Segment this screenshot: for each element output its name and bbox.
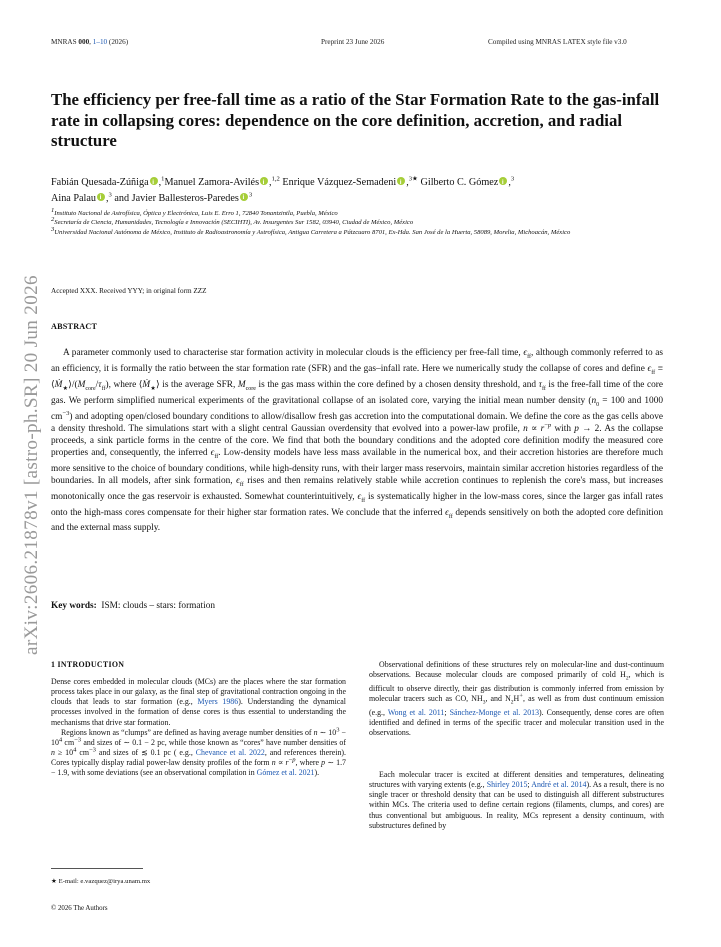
orcid-icon[interactable] (240, 193, 248, 201)
author: Gilberto C. Gómez (420, 177, 499, 188)
author: Manuel Zamora-Avilés (164, 177, 260, 188)
intro-column-left: Dense cores embedded in molecular clouds (MCs) are the places where the star formation process takes place in our galaxy, as the final step of gravitational contraction ongoing in the clouds that leads to star formation (e.g., Myers 1986). Understanding the dynamical processes involved in the formation of dense cores is thus essential to understanding the mechanisms that drive star formation. Regions known as “clumps” are defined as having average number densities of n ∼ $10^3 - 10^4$ $cm^{-3}$ and sizes of ∼ 0.1 − 2 pc, while those known as “cores” have number densities of $n \ge 10^4$ $cm^{-3}$ and sizes of ≲ 0.1 pc ( e.g., Chevance et al. 2022, and references therein). Cores typically display radial power-law density profiles of the form $n \propto r^{-p}$, where p ∼ 1.7 − 1.9, with some deviations (see an observational compilation in Gómez et al. 2021). (51, 677, 346, 778)
orcid-icon[interactable] (499, 177, 507, 185)
intro-column-right-continued: Each molecular tracer is excited at different densities and temperatures, delineating structures with varying extents (e.g., Shirley 2015; André et al. 2014). As a result, there is no single tracer or threshold density that can be used to distinguish all different substructures within MCs. The criteria used to define certain regions (filaments, clumps, and cores) are thus conventional but ambiguous. In reality, MCs represent a density continuum, with substructures defined by (369, 770, 665, 830)
affiliation: $^3$Universidad Nacional Autónoma de México, Instituto de Radioastronomía y Astrofísica, Antigua Carretera a Pátzcuaro 8701, Ex-Hda. San José de la Huerta, 58089, Morelia, Michoacán, México (51, 225, 571, 236)
citation-link[interactable]: Chevance et al. 2022 (195, 748, 265, 758)
intro-column-right: Observational definitions of these structures rely on molecular-line and dust-continuum observations. Because molecular clouds are composed primarily of cold $H_2$, which is difficult to observe directly, their gas distribution is commonly inferred from emission by molecular tracers such as CO, $NH_3$, and $N_2H^+$, as well as from dust continuum emission (e.g., Wong et al. 2011; Sánchez-Monge et al. 2013). Consequently, dense cores are often identified and defined in terms of the specific tracer and molecular transition used in the observations. (369, 660, 664, 738)
citation-link[interactable]: Myers 1986 (197, 697, 239, 707)
accepted-line: Accepted XXX. Received YYY; in original form ZZZ (51, 287, 207, 295)
author: Aina Palau (51, 192, 96, 204)
running-header-preprint: Preprint 23 June 2026 (321, 38, 385, 46)
footnote-email: ★ E-mail: e.vazquez@irya.unam.mx (51, 878, 151, 885)
orcid-icon[interactable] (150, 177, 158, 185)
citation-link[interactable]: Sánchez-Monge et al. 2013 (449, 707, 540, 717)
paper-title: The efficiency per free-fall time as a ratio of the Star Formation Rate to the gas-infall rate in collapsing cores: dependence on the core definition, accretion, and radial structure (51, 90, 660, 150)
citation-link[interactable]: Gómez et al. 2021 (256, 768, 315, 778)
keywords: Key words: ISM: clouds – stars: formation (51, 601, 215, 611)
footnote-rule (51, 868, 143, 869)
section-heading: 1 INTRODUCTION (51, 660, 125, 669)
orcid-icon[interactable] (397, 177, 405, 185)
citation-link[interactable]: Wong et al. 2011 (387, 707, 445, 717)
pages-link[interactable]: 1–10 (92, 38, 108, 46)
author-list: Fabián Quesada-Zúñigai ,$^1$Manuel Zamora-Avilési ,$^{1,2}$ Enrique Vázquez-Semadenii ,$^{3★}$ Gilberto C. Gómezi ,$^3$ Aina Palaui ,$^3$ and Javier Ballesteros-Paredesi $^3$ (51, 175, 691, 206)
citation-link[interactable]: Shirley 2015 (486, 780, 528, 790)
running-header-journal: MNRAS 000, 1–10 (2026) (51, 38, 129, 46)
copyright: © 2026 The Authors (51, 905, 108, 912)
author: Enrique Vázquez-Semadeni (282, 177, 397, 188)
author: Javier Ballesteros-Paredes (131, 192, 239, 204)
orcid-icon[interactable] (97, 193, 105, 201)
affiliations (51, 206, 686, 237)
affiliation: $^1$Instituto Nacional de Astrofísica, Óptica y Electrónica, Luis E. Erro 1, 72840 Tonantzintla, Puebla, México (51, 206, 338, 217)
running-header-compiled: Compiled using MNRAS LATEX style file v3.0 (488, 38, 627, 46)
citation-link[interactable]: André et al. 2014 (531, 780, 587, 790)
orcid-icon[interactable] (260, 177, 268, 185)
abstract-heading: ABSTRACT (51, 322, 98, 331)
abstract-body: A parameter commonly used to characterise star formation activity in molecular clouds is the efficiency per free-fall time, $\epsilon_{ff}$, although commonly referred to as an efficiency, it is formally the ratio between the star formation rate (SFR) and the gas–infall rate. Here we numerically study the collapse of cores and define $\epsilon_{ff}$ ≡ $⟨Ṁ_★⟩/(M_{core}/\tau_{ff})$, where ⟨Ṁ$_★$⟩ is the average SFR, $M_{core}$ is the gas mass within the core defined by a chosen density threshold, and $\tau_{ff}$ is the free-fall time of the core gas. We perform simplified numerical experiments of the gravitational collapse of an isolated core, varying the initial mean number density ($n_0 = 100$ and 1000 $cm^{-3}$) and adopting open/closed boundary conditions to allow/disallow fresh gas accretion into the computational domain. We define the core as the gas cells above a density threshold. The simulations start with a slight central Gaussian overdensity that evolved into a power-law profile, $n \propto r^{-p}$ with p → 2. As the collapse proceeds, a sink particle forms in the centre of the core. We find that both the boundary conditions and the adopted core definition modify the measured core properties and, consequently, the inferred $\epsilon_{ff}$. Low-density models have less mass available in the numerical box, and their accretion histories are therefore much more sensitive to the choice of boundary conditions, while high-density runs, with their larger mass reservoirs, maintain similar accretion histories regardless of the boundaries. In all models, after sink formation, $\epsilon_{ff}$ rises and then remains relatively stable while accretion continues to replenish the core's mass, but increases monotonically once the gas reservoir is exhausted. Somewhat counterintuitively, $\epsilon_{ff}$ is systematically higher in the low-mass cores, since the larger gas infall rates onto the high-mass cores compensate for their higher star formation rates. We conclude that the inferred $\epsilon_{ff}$ depends sensitively on both the adopted core definition and the external mass supply. (51, 348, 663, 534)
author: Fabián Quesada-Zúñiga (51, 177, 149, 188)
arxiv-stamp[interactable]: arXiv:2606.21878v1 [astro-ph.SR] 20 Jun 2026 (21, 275, 42, 655)
affiliation: $^2$Secretaría de Ciencia, Humanidades, Tecnología e Innovación (SECIHTI), Av. Insurgentes Sur 1582, 03940, Ciudad de México, México (51, 216, 414, 227)
